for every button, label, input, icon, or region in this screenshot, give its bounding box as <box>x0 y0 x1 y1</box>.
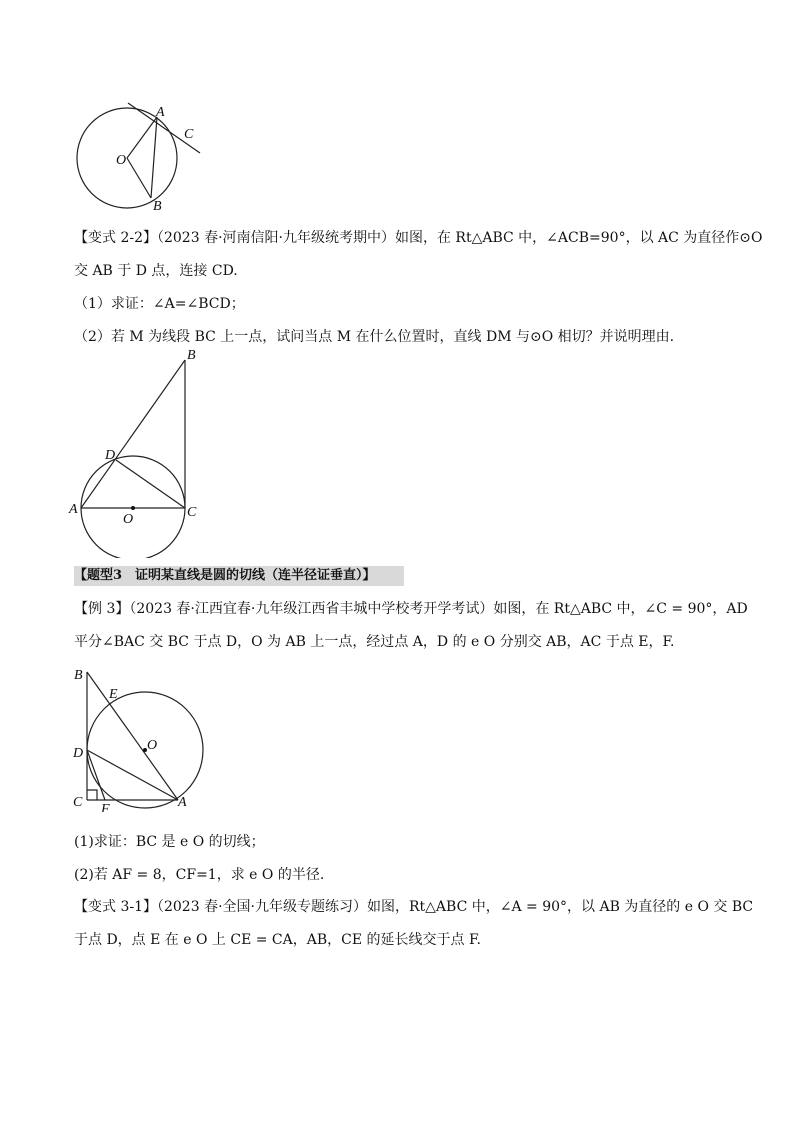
label-b: B <box>187 348 196 363</box>
label-c: C <box>184 127 194 142</box>
variant-2-2-q2: （2）若 M 为线段 BC 上一点，试问当点 M 在什么位置时，直线 DM 与⊙O 相切？并说明理由. <box>74 329 675 345</box>
label-o: O <box>147 738 158 753</box>
label-b: B <box>74 668 83 683</box>
label-b: B <box>153 199 162 214</box>
segment-ab <box>81 360 185 508</box>
label-a: A <box>178 795 187 810</box>
segment-df <box>87 750 105 800</box>
example-3-line1: 【例 3】（2023 春·江西宜春·九年级江西省丰城中学校考开学考试）如图，在 Rt△ABC 中，∠C = 90°，AD <box>74 601 748 617</box>
center-o <box>131 506 135 510</box>
example-3-q2: (2)若 AF = 8，CF=1，求 e O 的半径. <box>74 867 325 883</box>
label-a: A <box>156 105 165 120</box>
figure-circle-tangent-svg <box>70 100 210 215</box>
variant-3-1-line1: 【变式 3-1】（2023 春·全国·九年级专题练习）如图，Rt△ABC 中，∠A = 90°，以 AB 为直径的 e O 交 BC <box>74 899 754 915</box>
segment-cd <box>116 460 185 508</box>
label-a: A <box>69 502 78 517</box>
label-d: D <box>105 448 116 463</box>
label-o: O <box>123 512 134 527</box>
figure-right-triangle-circle <box>66 346 216 558</box>
figure-circle-tangent <box>70 100 210 215</box>
figure-right-triangle-circle-svg <box>66 346 216 558</box>
label-o: O <box>116 153 127 168</box>
variant-2-2-q1: （1）求证：∠A=∠BCD； <box>74 296 245 312</box>
example-3-line2: 平分∠BAC 交 BC 于点 D，O 为 AB 上一点，经过点 A，D 的 e O 分别交 AB，AC 于点 E，F. <box>74 634 675 650</box>
variant-3-1-line2: 于点 D，点 E 在 e O 上 CE = CA，AB，CE 的延长线交于点 F. <box>74 932 481 948</box>
figure-tangent-proof <box>68 662 213 812</box>
variant-2-2-line2: 交 AB 于 D 点，连接 CD. <box>74 263 238 279</box>
right-angle-mark <box>87 790 97 800</box>
label-e: E <box>109 687 118 702</box>
label-d: D <box>73 746 84 761</box>
segment-ab <box>151 117 157 198</box>
example-3-q1: (1)求证：BC 是 e O 的切线； <box>74 834 265 850</box>
label-c: C <box>73 795 83 810</box>
segment-oa <box>127 117 157 158</box>
label-f: F <box>101 802 110 812</box>
section-title: 【题型3 证明某直线是圆的切线（连半径证垂直）】 <box>74 566 404 586</box>
segment-ad <box>87 750 178 800</box>
segment-ob <box>127 158 151 198</box>
variant-2-2-line1: 【变式 2-2】（2023 春·河南信阳·九年级统考期中）如图，在 Rt△ABC 中，∠ACB=90°，以 AC 为直径作⊙O <box>74 230 763 246</box>
segment-ab <box>87 672 178 800</box>
label-c: C <box>187 505 197 520</box>
figure-tangent-proof-svg <box>68 662 213 812</box>
